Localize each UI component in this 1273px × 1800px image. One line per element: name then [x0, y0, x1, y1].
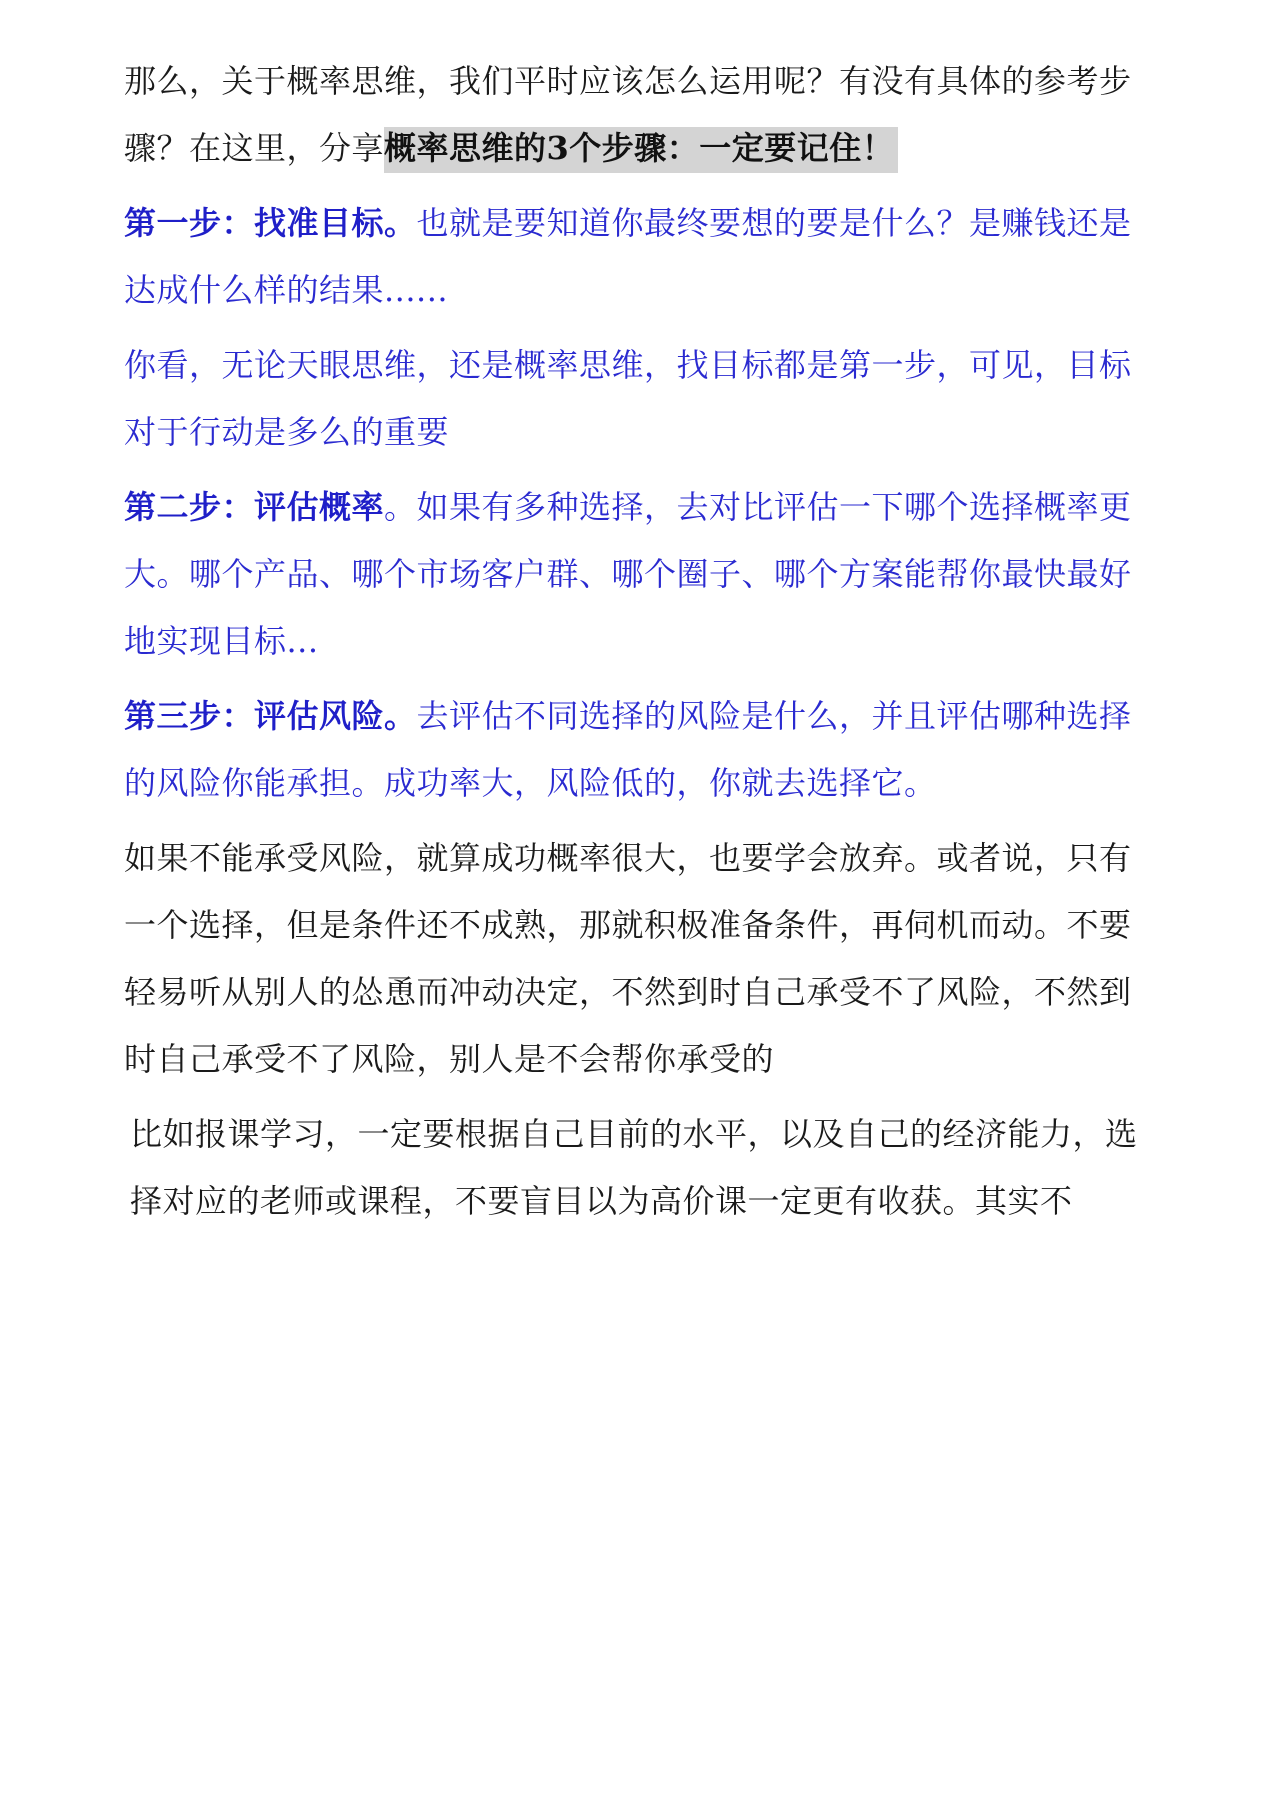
step3-text: 去评估不同选择的风险是什么，并且评估哪种选择的风险你能承担。成功率大，风险低的，你就去选择它。 [124, 697, 1132, 802]
example-paragraph [124, 1101, 1154, 1235]
intro-paragraph [124, 48, 1154, 182]
step1-note-text: 你看，无论天眼思维，还是概率思维，找目标都是第一步，可见，目标对于行动是多么的重要 [124, 346, 1132, 451]
document-body [124, 48, 1154, 1243]
risk-paragraph [124, 825, 1154, 1093]
intro-highlight: 概率思维的3个步骤：一定要记住！ [384, 127, 898, 173]
step1-lead: 第一步：找准目标。 [124, 204, 417, 242]
example-text: 比如报课学习，一定要根据自己目前的水平，以及自己的经济能力，选择对应的老师或课程，不要盲目以为高价课一定更有收获。其实不 [130, 1115, 1138, 1220]
step3-paragraph [124, 683, 1154, 817]
step2-paragraph [124, 474, 1154, 675]
step2-text: 。如果有多种选择，去对比评估一下哪个选择概率更大。哪个产品、哪个市场客户群、哪个圈子、哪个方案能帮你最快最好地实现目标... [124, 488, 1132, 660]
risk-text: 如果不能承受风险，就算成功概率很大，也要学会放弃。或者说，只有一个选择，但是条件还不成熟，那就积极准备条件，再伺机而动。不要轻易听从别人的怂恿而冲动决定，不然到时自己承受不了风险，不然到时自己承受不了风险，别人是不会帮你承受的 [124, 839, 1132, 1078]
step1-text: 也就是要知道你最终要想的要是什么？是赚钱还是达成什么样的结果...... [124, 204, 1132, 309]
step2-lead: 第二步：评估概率 [124, 488, 385, 526]
step3-lead: 第三步：评估风险。 [124, 697, 417, 735]
step1-paragraph [124, 190, 1154, 324]
step1-note-paragraph [124, 332, 1154, 466]
intro-text: 那么，关于概率思维，我们平时应该怎么运用呢？有没有具体的参考步骤？在这里，分享 [124, 62, 1132, 167]
